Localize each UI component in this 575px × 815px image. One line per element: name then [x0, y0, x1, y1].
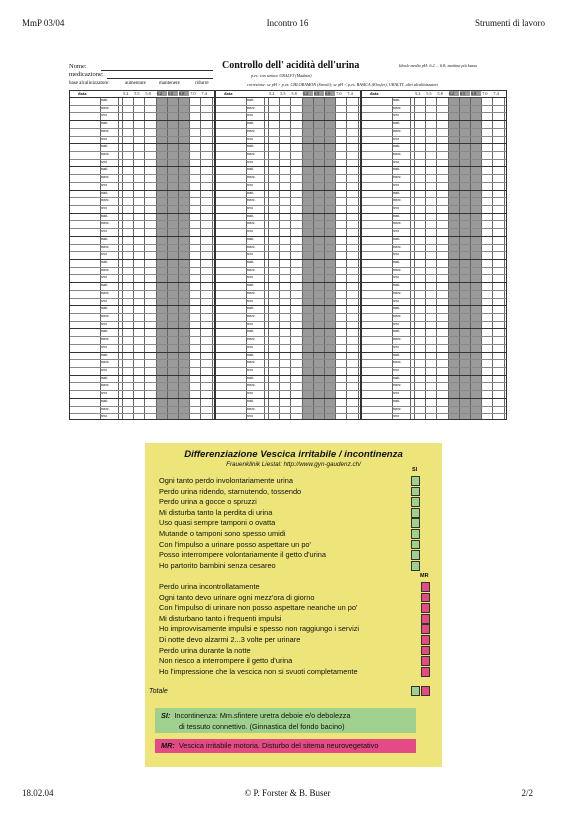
ph-scale-label: 5.8: [145, 91, 151, 96]
form-subtitle: p.es. con striace URALYT (Madaus): [251, 73, 312, 78]
mr-question: Ho l'impressione che la vescica non si svuoti completamente: [159, 666, 358, 676]
time-of-day-label: mezz.: [393, 198, 402, 203]
ph-scale-label: 5.2: [123, 91, 129, 96]
time-of-day-label: mezz.: [247, 105, 256, 110]
time-of-day-label: matt.: [247, 98, 255, 102]
date-header: data: [224, 91, 233, 96]
time-of-day-label: matt.: [247, 190, 255, 195]
ph-scale-label: 7.4: [493, 91, 499, 96]
ph-scale-label: 6.8: [471, 91, 481, 96]
time-of-day-label: matt.: [101, 283, 109, 288]
si-question: Ogni tanto perdo involontariamente urina: [159, 476, 293, 485]
time-of-day-label: matt.: [247, 329, 255, 334]
time-of-day-label: mezz.: [247, 198, 256, 203]
time-of-day-label: sera: [247, 344, 253, 349]
time-of-day-label: sera: [247, 182, 253, 187]
time-of-day-label: sera: [393, 136, 399, 141]
time-of-day-label: matt.: [101, 329, 109, 334]
time-of-day-label: mezz.: [101, 337, 110, 342]
time-of-day-label: sera: [247, 252, 253, 257]
time-of-day-label: matt.: [393, 329, 401, 334]
time-of-day-label: sera: [393, 206, 399, 210]
ph-column-1: [69, 90, 215, 420]
mr-question: Ogni tanto devo urinare ogni mezz'ora di giorno: [159, 592, 315, 602]
time-of-day-label: sera: [393, 391, 399, 396]
si-checkbox[interactable]: [411, 518, 420, 528]
ph-rows: [362, 97, 506, 419]
time-of-day-label: matt.: [101, 167, 109, 172]
time-of-day-label: mezz.: [393, 383, 402, 388]
time-of-day-label: mezz.: [101, 406, 110, 411]
ph-scale-label: 5.5: [134, 91, 140, 96]
time-of-day-label: matt.: [247, 260, 255, 264]
time-of-day-label: mezz.: [101, 244, 110, 249]
time-of-day-label: sera: [393, 275, 399, 280]
time-of-day-label: mezz.: [101, 152, 110, 156]
header-right: Strumenti di lavoro: [475, 18, 545, 28]
mr-column-label: MR: [420, 573, 429, 579]
ph-scale-label: 6.2: [303, 91, 313, 96]
ph-column-3: [361, 90, 507, 420]
mr-legend-key: MR:: [161, 741, 175, 750]
time-of-day-label: mezz.: [101, 383, 110, 388]
time-of-day-label: mezz.: [247, 383, 256, 388]
mr-checkbox[interactable]: [421, 614, 430, 624]
mr-question: Ho improvvisamente impulsi e spesso non raggiungo i servizi: [159, 624, 360, 634]
time-of-day-label: sera: [101, 136, 107, 141]
mr-checkbox[interactable]: [421, 593, 430, 603]
footer-date: 18.02.04: [22, 788, 54, 798]
diff-subtitle: Frauenklinik Liestal: http://www.gyn-gaudenz.ch/: [226, 461, 361, 468]
time-of-day-label: matt.: [101, 190, 109, 195]
date-header: data: [78, 91, 87, 96]
time-of-day-label: mezz.: [247, 290, 256, 295]
si-legend-key: SI:: [161, 711, 171, 720]
time-of-day-label: matt.: [393, 306, 401, 311]
time-of-day-label: mezz.: [393, 128, 402, 133]
mr-question: Di notte devo alzarmi 2...3 volte per urinare: [159, 635, 301, 644]
time-of-day-label: matt.: [247, 306, 255, 311]
time-of-day-label: matt.: [101, 398, 109, 403]
mr-legend: [155, 739, 416, 753]
time-of-day-label: matt.: [247, 213, 255, 218]
header-left: MmP 03/04: [22, 18, 65, 28]
mr-checkbox[interactable]: [421, 667, 430, 677]
time-of-day-label: sera: [247, 368, 253, 372]
time-of-day-label: mezz.: [247, 267, 256, 272]
mr-checkbox[interactable]: [421, 582, 430, 592]
si-checkbox[interactable]: [411, 497, 420, 507]
time-of-day-label: sera: [247, 206, 253, 210]
time-of-day-label: mezz.: [393, 360, 402, 365]
nome-field[interactable]: [101, 70, 213, 71]
mr-total-box[interactable]: [421, 686, 430, 696]
time-of-day-label: mezz.: [393, 267, 402, 272]
si-checkbox[interactable]: [411, 508, 420, 518]
medicazione-field[interactable]: [107, 78, 213, 79]
time-of-day-label: sera: [101, 252, 107, 257]
time-of-day-label: matt.: [101, 236, 109, 241]
ph-scale-label: 6.8: [179, 91, 189, 96]
time-of-day-label: mezz.: [101, 198, 110, 203]
time-of-day-label: matt.: [247, 398, 255, 403]
time-of-day-label: sera: [101, 344, 107, 349]
si-question: Perdo urina ridendo, starnutendo, tossendo: [159, 486, 302, 496]
time-of-day-label: sera: [247, 229, 253, 234]
urine-acidity-form: [69, 58, 507, 420]
time-of-day-label: sera: [247, 391, 253, 396]
ph-scale-label: 6.5: [168, 91, 178, 96]
si-checkbox[interactable]: [411, 529, 420, 539]
time-of-day-label: matt.: [247, 144, 255, 149]
time-of-day-label: sera: [393, 182, 399, 187]
time-of-day-label: mezz.: [393, 337, 402, 342]
si-checkbox[interactable]: [411, 476, 420, 486]
time-of-day-label: matt.: [393, 283, 401, 288]
ph-entry-row[interactable]: [362, 413, 506, 422]
time-of-day-label: matt.: [101, 260, 109, 264]
time-of-day-label: matt.: [393, 236, 401, 241]
time-of-day-label: matt.: [393, 260, 401, 264]
ph-scale-label: 6.2: [449, 91, 459, 96]
mr-question: Con l'impulso di urinare non posso aspettare neanche un po': [159, 603, 358, 613]
si-total-box[interactable]: [411, 686, 420, 696]
mr-question: Perdo urina incontrollatamente: [159, 582, 260, 591]
time-of-day-label: matt.: [393, 144, 401, 149]
time-of-day-label: matt.: [393, 375, 401, 380]
time-of-day-label: mezz.: [393, 244, 402, 249]
form-title: Controllo dell' acidità dell'urina: [222, 60, 360, 71]
nome-label: Nome:: [69, 63, 87, 70]
differentiation-box: [145, 443, 442, 767]
ph-scale-label: 5.2: [415, 91, 421, 96]
time-of-day-label: matt.: [247, 375, 255, 380]
time-of-day-label: sera: [247, 321, 253, 326]
action-reduce: ridurre: [195, 81, 209, 86]
si-checkbox[interactable]: [411, 550, 420, 560]
time-of-day-label: sera: [101, 159, 107, 164]
mr-checkbox[interactable]: [421, 646, 430, 656]
time-of-day-label: sera: [101, 113, 107, 118]
time-of-day-label: mezz.: [101, 105, 110, 110]
ph-scale-label: 7.0: [336, 91, 342, 96]
time-of-day-label: mezz.: [393, 221, 402, 226]
time-of-day-label: mezz.: [393, 290, 402, 295]
time-of-day-label: sera: [247, 298, 253, 303]
ph-scale-label: 6.8: [325, 91, 335, 96]
mr-checkbox[interactable]: [421, 656, 430, 666]
time-of-day-label: mezz.: [247, 152, 256, 156]
action-maintain: mantenere: [159, 81, 180, 86]
time-of-day-label: matt.: [393, 190, 401, 195]
si-question: Posso interrompere volontariamente il getto d'urina: [159, 550, 326, 560]
time-of-day-label: matt.: [393, 213, 401, 218]
time-of-day-label: sera: [393, 414, 399, 419]
si-legend-line1: Incontinenza: Mm.sfintere uretra deboie e/o debolezza: [174, 711, 351, 720]
ph-scale-label: 7.0: [482, 91, 488, 96]
si-question: Mi disturba tanto la perdita di urina: [159, 507, 273, 517]
ph-scale-label: 7.0: [190, 91, 196, 96]
ph-scale-label: 7.4: [201, 91, 207, 96]
mr-checkbox[interactable]: [421, 603, 430, 613]
si-checkbox[interactable]: [411, 540, 420, 550]
time-of-day-label: sera: [247, 414, 253, 419]
ph-scale-label: 6.2: [157, 91, 167, 96]
si-checkbox[interactable]: [411, 561, 420, 571]
mr-question: Mi disturbano tanto i frequenti impulsi: [159, 613, 282, 623]
ph-log-columns: [69, 90, 507, 420]
time-of-day-label: mezz.: [101, 128, 110, 133]
si-legend: [155, 708, 416, 733]
time-of-day-label: sera: [101, 321, 107, 326]
ph-scale-label: 5.2: [269, 91, 275, 96]
base-label: base alcalinizzatore:: [69, 81, 110, 86]
time-of-day-label: mezz.: [247, 128, 256, 133]
header-center: Incontro 16: [266, 18, 309, 28]
time-of-day-label: mezz.: [393, 105, 402, 110]
mr-checkbox[interactable]: [421, 635, 430, 645]
time-of-day-label: matt.: [247, 283, 255, 288]
time-of-day-label: sera: [101, 391, 107, 396]
date-header: data: [370, 91, 379, 96]
mr-question: Non riesco a interrompere il getto d'urina: [159, 656, 293, 666]
time-of-day-label: sera: [101, 206, 107, 210]
time-of-day-label: mezz.: [247, 221, 256, 226]
time-of-day-label: sera: [393, 298, 399, 303]
ph-entry-row[interactable]: [70, 413, 214, 422]
time-of-day-label: matt.: [247, 236, 255, 241]
ph-scale-label: 5.5: [280, 91, 286, 96]
footer-page: 2/2: [521, 788, 533, 798]
ph-scale-label: 5.5: [426, 91, 432, 96]
time-of-day-label: mezz.: [393, 175, 402, 180]
time-of-day-label: mezz.: [247, 175, 256, 180]
time-of-day-label: sera: [101, 368, 107, 372]
time-of-day-label: sera: [247, 113, 253, 118]
time-of-day-label: sera: [393, 113, 399, 118]
time-of-day-label: matt.: [393, 167, 401, 172]
ph-scale-label: 6.5: [460, 91, 470, 96]
time-of-day-label: mezz.: [247, 244, 256, 249]
time-of-day-label: sera: [247, 275, 253, 280]
time-of-day-label: matt.: [247, 167, 255, 172]
si-checkbox[interactable]: [411, 487, 420, 497]
time-of-day-label: sera: [393, 321, 399, 326]
si-question: Con l'impulso a urinare posso aspettare un po': [159, 539, 311, 549]
si-question: Mutande o tamponi sono spesso umidi: [159, 529, 286, 538]
time-of-day-label: mezz.: [393, 152, 402, 156]
time-of-day-label: mezz.: [101, 175, 110, 180]
time-of-day-label: sera: [393, 344, 399, 349]
time-of-day-label: sera: [101, 298, 107, 303]
time-of-day-label: matt.: [101, 98, 109, 102]
mr-checkbox[interactable]: [421, 624, 430, 634]
correction-note: correzione: se pH > p.es. CHLORAMON (Streuli); se pH < p.es. BASICA (Klosfer), URALYT, altri alcalinizzatori: [247, 82, 439, 87]
time-of-day-label: sera: [393, 229, 399, 234]
time-of-day-label: matt.: [101, 352, 109, 357]
time-of-day-label: matt.: [393, 352, 401, 357]
time-of-day-label: matt.: [393, 121, 401, 126]
time-of-day-label: mezz.: [101, 267, 110, 272]
time-of-day-label: sera: [393, 368, 399, 372]
ph-rows: [70, 97, 214, 419]
time-of-day-label: sera: [101, 414, 107, 419]
time-of-day-label: sera: [101, 229, 107, 234]
time-of-day-label: mezz.: [101, 221, 110, 226]
si-legend-line2: di tessuto connettivo. (Ginnastica del fondo bacino): [179, 722, 345, 731]
time-of-day-label: matt.: [247, 352, 255, 357]
time-of-day-label: matt.: [101, 375, 109, 380]
ph-scale-label: 5.8: [291, 91, 297, 96]
time-of-day-label: mezz.: [101, 360, 110, 365]
ph-entry-row[interactable]: [216, 413, 360, 422]
time-of-day-label: mezz.: [393, 406, 402, 411]
si-question: Ho partorito bambini senza cesareo: [159, 560, 276, 570]
time-of-day-label: matt.: [393, 398, 401, 403]
mr-question: Perdo urina durante la notte: [159, 645, 251, 655]
time-of-day-label: sera: [101, 182, 107, 187]
diff-title: Differenziazione Vescica irritabile / incontinenza: [184, 449, 403, 460]
time-of-day-label: mezz.: [247, 314, 256, 318]
mr-legend-text: Vescica irritabile motoria. Disturbo del sitema neurovegetativo: [178, 741, 379, 750]
time-of-day-label: matt.: [101, 213, 109, 218]
time-of-day-label: mezz.: [101, 290, 110, 295]
time-of-day-label: mezz.: [247, 360, 256, 365]
time-of-day-label: matt.: [393, 98, 401, 102]
footer-copyright: © P. Forster & B. Buser: [244, 788, 331, 798]
time-of-day-label: sera: [247, 159, 253, 164]
ph-scale-label: 7.4: [347, 91, 353, 96]
time-of-day-label: sera: [101, 275, 107, 280]
si-question: Uso quasi sempre tamponi o ovatta: [159, 518, 276, 528]
totale-label: Totale: [149, 688, 168, 695]
time-of-day-label: sera: [393, 252, 399, 257]
medicazione-label: medicazione:: [69, 71, 104, 78]
time-of-day-label: sera: [393, 159, 399, 164]
ideal-note: Ideale media pH: 6.2 ... 6.8; mattina più basso: [399, 63, 478, 68]
time-of-day-label: mezz.: [393, 314, 402, 318]
time-of-day-label: mezz.: [247, 337, 256, 342]
time-of-day-label: matt.: [101, 121, 109, 126]
time-of-day-label: mezz.: [247, 406, 256, 411]
time-of-day-label: mezz.: [101, 314, 110, 318]
si-question: Perdo urina a gocce o spruzzi: [159, 497, 257, 507]
ph-column-2: [215, 90, 361, 420]
ph-scale-label: 6.5: [314, 91, 324, 96]
time-of-day-label: matt.: [101, 144, 109, 149]
ph-rows: [216, 97, 360, 419]
action-increase: aumentare: [125, 81, 146, 86]
time-of-day-label: sera: [247, 136, 253, 141]
ph-scale-label: 5.8: [437, 91, 443, 96]
time-of-day-label: matt.: [247, 121, 255, 126]
si-column-label: SI: [412, 467, 418, 473]
time-of-day-label: matt.: [101, 306, 109, 311]
